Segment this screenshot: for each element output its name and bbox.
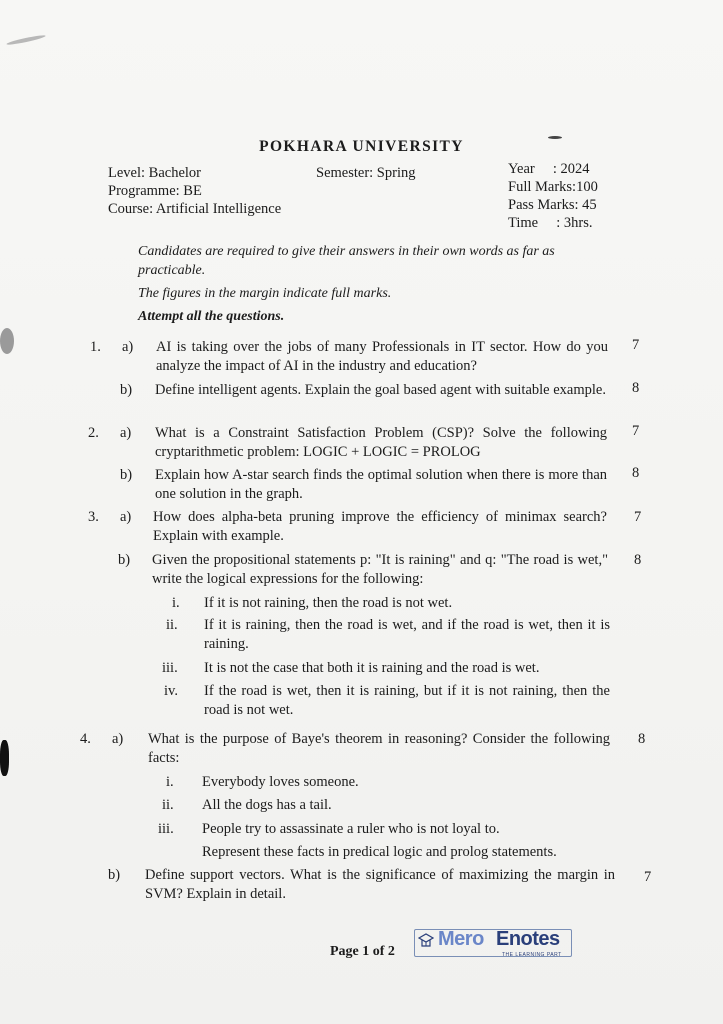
page-mark — [0, 740, 9, 776]
question-text: What is the purpose of Baye's theorem in reasoning? Consider the following facts: — [148, 731, 610, 766]
part-label: b) — [118, 552, 131, 568]
logo-tagline: THE LEARNING PART — [502, 952, 562, 958]
marks: 7 — [632, 423, 640, 439]
marks: 8 — [634, 552, 642, 568]
marks: 7 — [634, 509, 642, 525]
part-label: a) — [112, 731, 124, 747]
year: Year : 2024 — [508, 161, 590, 177]
logo-text-mero: Mero — [438, 928, 484, 950]
follow-up-text: Represent these facts in predical logic and prolog statements. — [202, 844, 557, 860]
page-mark — [0, 328, 14, 354]
sub-text: If it is not raining, then the road is not wet. — [204, 595, 453, 611]
question-number: 1. — [90, 339, 101, 355]
programme: Programme: BE — [108, 183, 202, 199]
sub-label: iii. — [158, 821, 174, 837]
question-text: Define support vectors. What is the significance of maximizing the margin in SVM? Explain in detail. — [145, 867, 615, 902]
part-label: b) — [108, 867, 121, 883]
pass-marks: Pass Marks: 45 — [508, 197, 597, 213]
part-label: a) — [120, 509, 132, 525]
question-text: What is a Constraint Satisfaction Problem (CSP)? Solve the following cryptarithmetic problem: LOGIC + LOGIC = PROLOG — [155, 425, 607, 460]
sub-label: iv. — [164, 683, 178, 699]
sub-text: If the road is wet, then it is raining, but if it is not raining, then the road is not wet. — [204, 683, 610, 718]
header-left — [108, 164, 281, 218]
watermark-logo — [414, 926, 574, 960]
course: Course: Artificial Intelligence — [108, 201, 282, 217]
time: Time : 3hrs. — [508, 215, 593, 231]
instruction-1: Candidates are required to give their answers in their own words as far as practicable. — [138, 244, 555, 278]
question-text: AI is taking over the jobs of many Professionals in IT sector. How do you analyze the impact of AI in the industry and education? — [156, 339, 608, 374]
level: Level: Bachelor — [108, 165, 201, 181]
part-label: b) — [120, 382, 133, 398]
semester: Semester: Spring — [316, 165, 416, 181]
sub-label: iii. — [162, 660, 178, 676]
part-label: a) — [120, 425, 132, 441]
marks: 7 — [644, 869, 652, 885]
sub-label: ii. — [166, 617, 178, 633]
sub-text: It is not the case that both it is raining and the road is wet. — [204, 660, 540, 676]
sub-text: All the dogs has a tail. — [202, 797, 332, 813]
question-number: 3. — [88, 509, 99, 525]
instruction-3: Attempt all the questions. — [138, 309, 285, 324]
sub-label: ii. — [162, 797, 174, 813]
header-middle — [316, 164, 415, 182]
marks: 7 — [632, 337, 640, 353]
marks: 8 — [632, 465, 640, 481]
full-marks: Full Marks:100 — [508, 179, 598, 195]
marks: 8 — [632, 380, 640, 396]
graduation-cap-icon — [418, 932, 434, 950]
sub-text: If it is raining, then the road is wet, and if the road is wet, then it is raining. — [204, 617, 610, 652]
part-label: b) — [120, 467, 133, 483]
sub-label: i. — [166, 774, 174, 790]
page-number: Page 1 of 2 — [330, 944, 395, 959]
marks: 8 — [638, 731, 646, 747]
question-text: Define intelligent agents. Explain the goal based agent with suitable example. — [155, 382, 606, 398]
university-title: POKHARA UNIVERSITY — [259, 138, 464, 155]
sub-label: i. — [172, 595, 180, 611]
instructions — [138, 242, 608, 326]
question-text: How does alpha-beta pruning improve the efficiency of minimax search? Explain with example. — [153, 509, 607, 544]
part-label: a) — [122, 339, 134, 355]
sub-text: Everybody loves someone. — [202, 774, 359, 790]
instruction-2: The figures in the margin indicate full marks. — [138, 286, 392, 301]
sub-text: People try to assassinate a ruler who is not loyal to. — [202, 821, 500, 837]
question-number: 2. — [88, 425, 99, 441]
question-text: Given the propositional statements p: "It is raining" and q: "The road is wet," write the logical expressions for the following: — [152, 552, 608, 587]
question-text: Explain how A-star search finds the optimal solution when there is more than one solution in the graph. — [155, 467, 607, 502]
page-mark — [6, 34, 46, 46]
question-number: 4. — [80, 731, 91, 747]
header-right — [508, 160, 598, 232]
logo-text-enotes: Enotes — [496, 928, 560, 950]
